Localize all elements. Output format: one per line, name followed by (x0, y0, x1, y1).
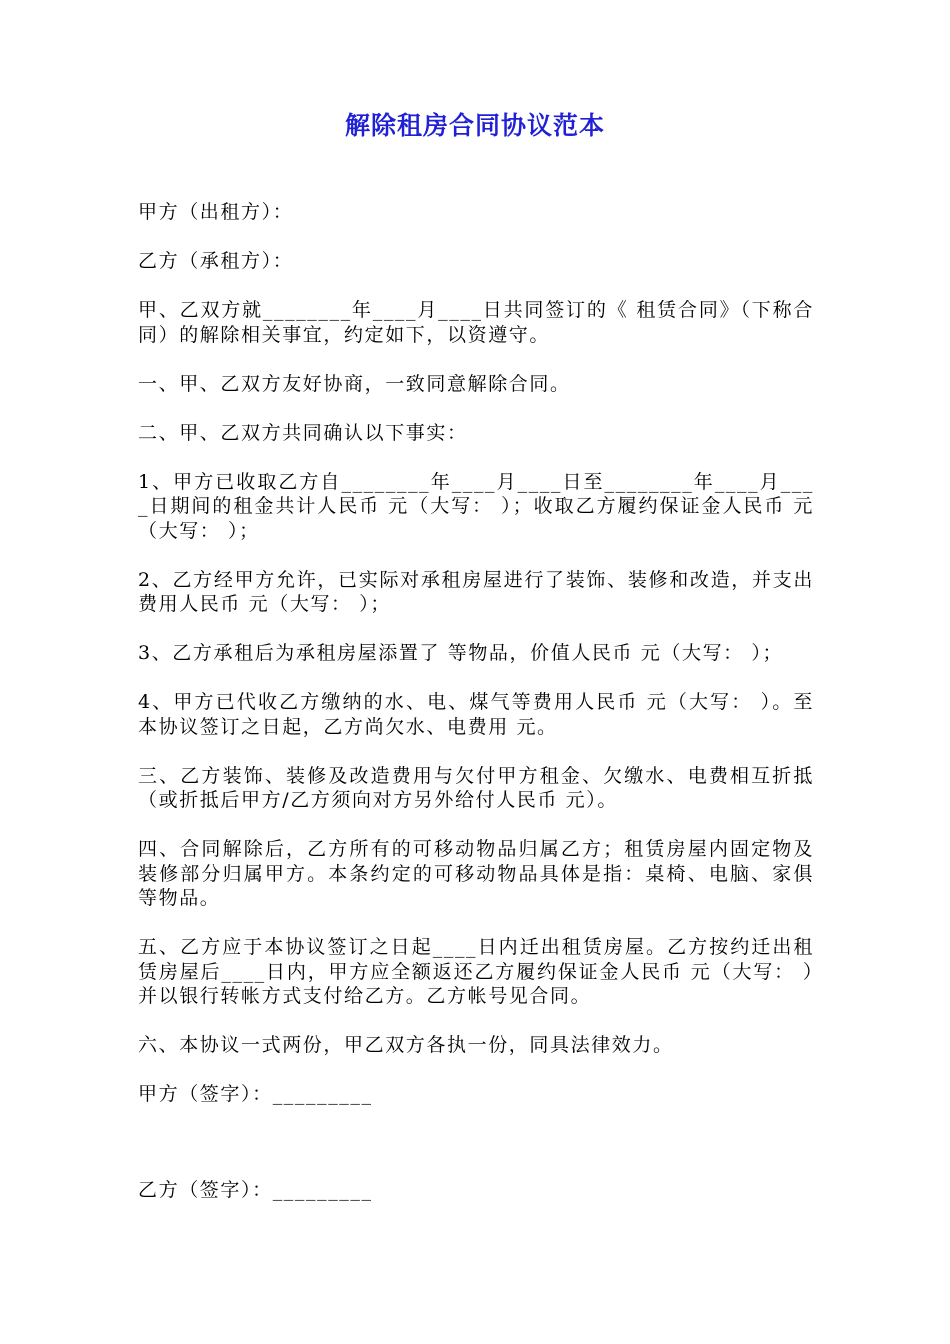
fact-2: 2、乙方经甲方允许，已实际对承租房屋进行了装饰、装修和改造，并支出费用人民币 元（大写： ）； (138, 568, 814, 615)
clause-2: 二、甲、乙双方共同确认以下事实： (138, 421, 468, 444)
clause-5: 五、乙方应于本协议签订之日起____日内迁出租赁房屋。乙方按约迁出租赁房屋后____日内，甲方应全额返还乙方履约保证金人民币 元（大写： ）并以银行转帐方式支付给乙方。乙方帐号见合同。 (138, 936, 814, 1007)
fact-1: 1、甲方已收取乙方自________年____月____日至________年____月____日期间的租金共计人民币 元（大写： ）；收取乙方履约保证金人民币 元（大写： ）； (138, 470, 814, 542)
clause-3: 三、乙方装饰、装修及改造费用与欠付甲方租金、欠缴水、电费相互折抵（或折抵后甲方/乙方须向对方另外给付人民币 元）。 (138, 764, 814, 811)
intro-paragraph: 甲、乙双方就________年____月____日共同签订的《 租赁合同》（下称合同）的解除相关事宜，约定如下，以资遵守。 (138, 299, 815, 346)
document-body (138, 200, 814, 1202)
fact-3: 3、乙方承租后为承租房屋添置了 等物品，价值人民币 元（大写： ）； (138, 642, 784, 664)
clause-4: 四、合同解除后，乙方所有的可移动物品归属乙方；租赁房屋内固定物及装修部分归属甲方。本条约定的可移动物品具体是指：桌椅、电脑、家俱等物品。 (138, 838, 814, 909)
clause-6: 六、本协议一式两份，甲乙双方各执一份，同具法律效力。 (138, 1034, 674, 1056)
clause-1: 一、甲、乙双方友好协商，一致同意解除合同。 (138, 372, 571, 395)
party-b-signature: 乙方（签字）：_________ (138, 1178, 373, 1201)
party-a-line: 甲方（出租方）： (138, 201, 294, 223)
party-b-line: 乙方（承租方）： (138, 250, 294, 272)
party-a-signature: 甲方（签字）：_________ (138, 1083, 373, 1105)
fact-4: 4、甲方已代收乙方缴纳的水、电、煤气等费用人民币 元（大写： ）。至本协议签订之日起，乙方尚欠水、电费用 元。 (138, 691, 814, 738)
document-title: 解除租房合同协议范本 (344, 111, 605, 140)
